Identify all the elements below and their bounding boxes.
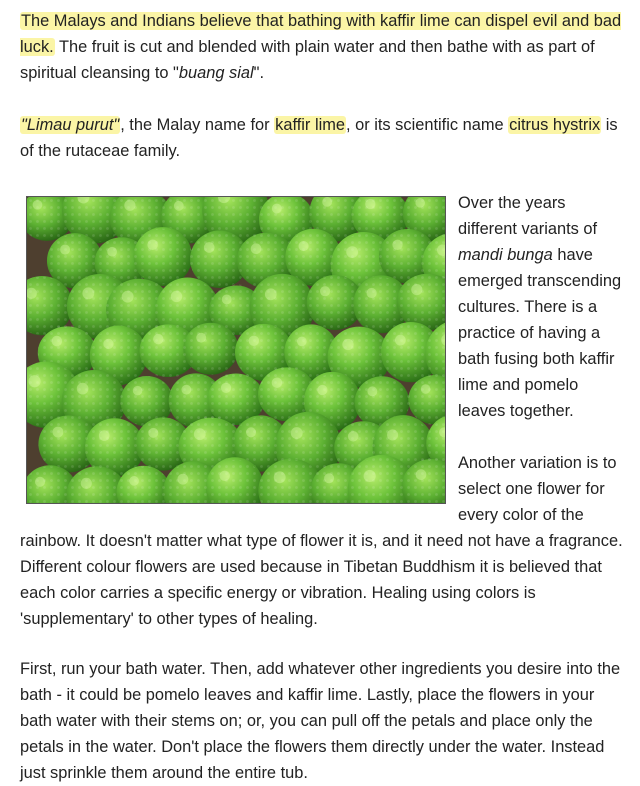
lime-fruit-group: [27, 197, 445, 503]
lime-shine: [299, 241, 309, 251]
lime-shine: [219, 471, 229, 481]
lime-texture: [134, 229, 193, 285]
lime-shine: [415, 198, 425, 208]
lime-shine: [181, 385, 191, 395]
lime-shine: [35, 477, 45, 487]
lime-shine: [222, 294, 232, 304]
lime-shine: [204, 242, 215, 253]
lime-shine: [103, 339, 113, 349]
lime-shine: [348, 431, 359, 442]
lime-shine: [174, 201, 184, 211]
lime-texture: [183, 323, 238, 375]
lime-shine: [124, 200, 135, 211]
lime-shine: [60, 245, 70, 255]
lime-shine: [346, 246, 358, 258]
intro-end: ".: [253, 64, 264, 82]
lime-shine: [122, 291, 134, 303]
lime-shine: [365, 199, 375, 209]
kaffir-lime-photo: [26, 196, 446, 504]
lime-shine: [249, 336, 259, 346]
lime-shine: [324, 473, 334, 483]
lime-shine: [53, 427, 64, 438]
lime-shine: [81, 478, 92, 489]
photo-and-text-block: [20, 190, 626, 632]
variants-text-1: Over the years different variants of: [458, 194, 598, 238]
naming-text-3: is of the rutaceae family.: [20, 116, 618, 160]
paragraph-intro: [20, 8, 626, 86]
lime-shine: [153, 334, 163, 344]
mandi-bunga-term: mandi bunga: [458, 246, 553, 264]
lime-shine: [392, 240, 402, 250]
intro-text: The fruit is cut and blended with plain water and then bathe with as part of spiritual cleansing to ": [20, 38, 595, 82]
highlighted-term-limau-purut: [20, 116, 120, 134]
lime-shine: [82, 287, 94, 299]
lime-shine: [291, 427, 303, 439]
lime-shine: [52, 336, 63, 347]
lime-shine: [272, 204, 282, 214]
paragraph-instructions: First, run your bath water. Then, add whatever other ingredients you desire into the bath - it could be pomelo leaves and kaffir lime. Lastly, place the flowers in your bath water with their stems on; or, you can pull off the petals and place only the petals in the water. Don't place the flowers them directly under the water. Instead just sprinkle them around the entire tub.: [20, 660, 621, 782]
lime-shine: [107, 247, 117, 257]
lime-shine: [171, 291, 182, 302]
lime-shine: [367, 288, 377, 298]
lime-shine: [251, 243, 262, 254]
highlighted-sentence: The Malays and Indians believe that bathing with kaffir lime can dispel evil and bad luck.: [20, 12, 622, 56]
lime-shine: [272, 377, 282, 387]
lime-shine: [194, 428, 206, 440]
lime-shine: [147, 239, 158, 250]
lime-shine: [148, 428, 158, 438]
lime-shine: [317, 385, 327, 395]
lime-shine: [274, 471, 286, 483]
naming-text-1: , the Malay name for: [120, 116, 275, 134]
naming-text-2: , or its scientific name: [346, 116, 509, 134]
lime-shine: [99, 430, 110, 441]
highlighted-term-citrus-hystrix: citrus hystrix: [509, 116, 601, 134]
lime-shine: [411, 284, 422, 295]
lime-shine: [177, 474, 188, 485]
kaffir-lime-illustration: [27, 197, 445, 503]
variants-text-2: have emerged transcending cultures. There is a practice of having a bath fusing both kaffir lime and pomelo leaves together.: [458, 246, 622, 420]
lime-shine: [395, 335, 406, 346]
lime-shine: [129, 476, 139, 486]
article-body: [20, 8, 626, 786]
lime-shine: [77, 383, 89, 395]
lime-shine: [28, 375, 40, 387]
lime-shine: [364, 470, 376, 482]
lime-shine: [320, 286, 330, 296]
lime-shine: [221, 383, 231, 393]
lime-shine: [367, 386, 377, 396]
lime-shine: [297, 337, 307, 347]
lime-shine: [133, 386, 143, 396]
intro-italic-term: buang sial: [178, 64, 254, 82]
lime-shine: [416, 469, 427, 480]
lime-shine: [196, 333, 206, 343]
limau-purut-term: "Limau purut": [21, 116, 120, 134]
lime-shine: [246, 427, 256, 437]
lime-shine: [265, 288, 277, 300]
paragraph-rainbow-flowers: Another variation is to select one flower for every color of the rainbow. It doesn't matter what type of flower it is, and it need not have a fragrance. Different colour flowers are used because in Tibetan Buddhism it is believed that each color carries a specific energy or vibration. Healing using colors is 'supplementary' to other types of healing.: [20, 454, 623, 628]
lime-shine: [387, 429, 398, 440]
lime-shine: [33, 200, 43, 210]
paragraph-naming: [20, 112, 626, 164]
highlighted-term-kaffir-lime: kaffir lime: [275, 116, 345, 134]
lime-shine: [322, 197, 332, 207]
lime-shine: [342, 339, 353, 350]
lime-shine: [421, 384, 431, 394]
